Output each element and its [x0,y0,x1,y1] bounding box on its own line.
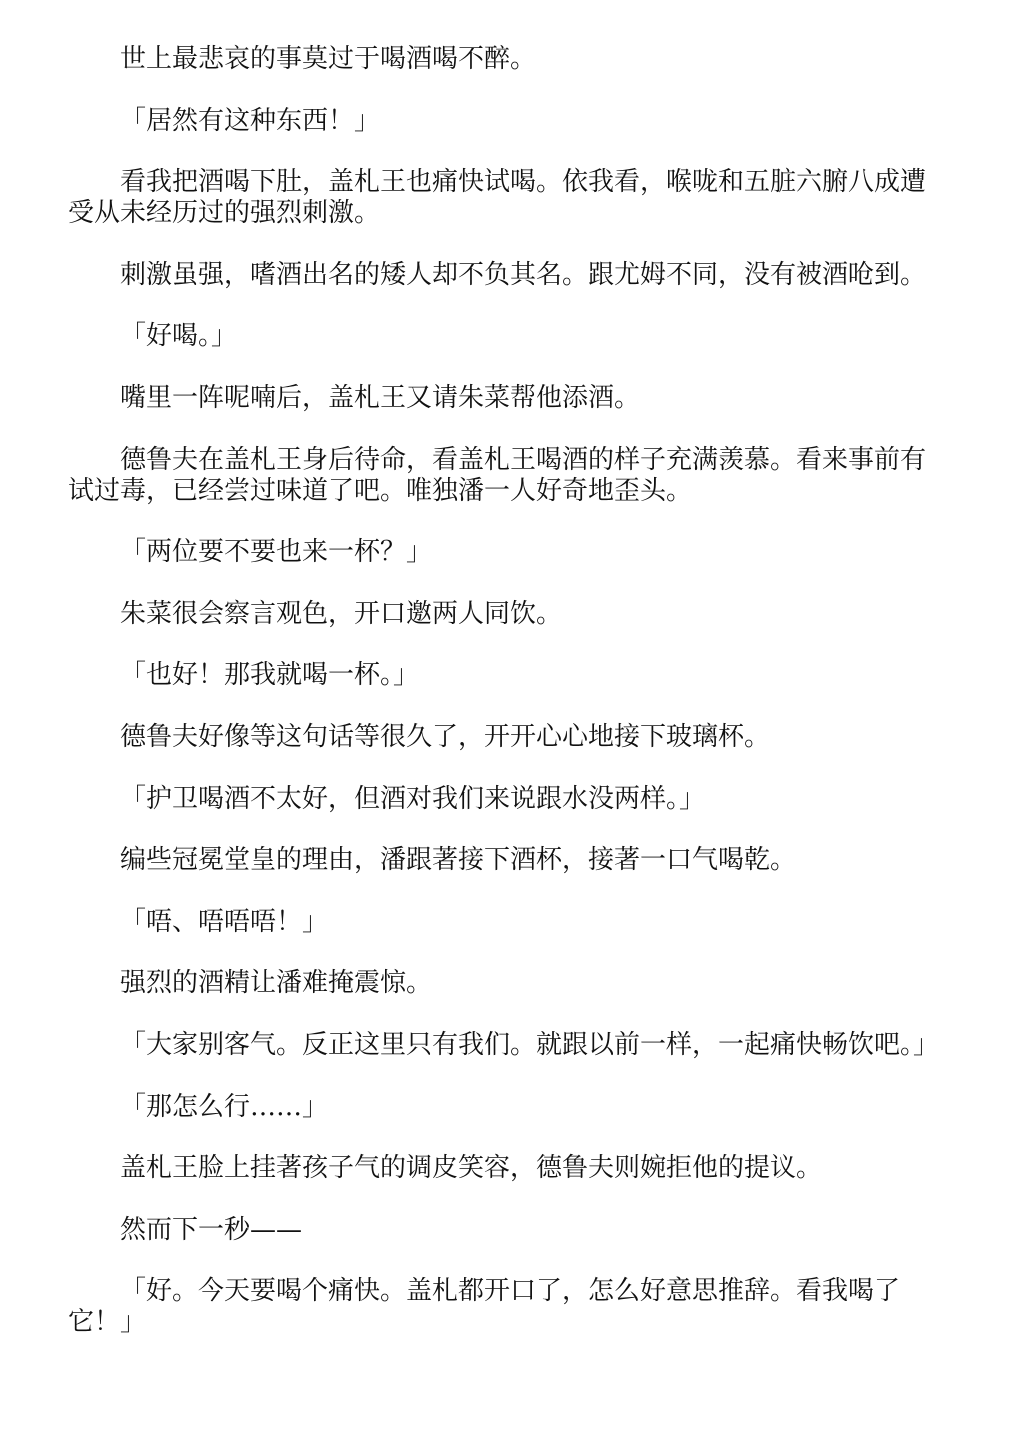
paragraph: 「也好！那我就喝一杯。」 [120,660,420,691]
paragraph: 「那怎么行……」 [120,1091,329,1122]
paragraph: 「好。今天要喝个痛快。盖札都开口了，怎么好意思推辞。看我喝了它！」 [68,1276,901,1338]
paragraph: 「好喝。」 [120,321,238,352]
paragraph: 德鲁夫好像等这句话等很久了，开开心心地接下玻璃杯。 [120,721,771,752]
paragraph: 编些冠冕堂皇的理由，潘跟著接下酒杯，接著一口气喝乾。 [120,845,797,876]
paragraph: 盖札王脸上挂著孩子气的调皮笑容，德鲁夫则婉拒他的提议。 [120,1153,823,1184]
paragraph: 然而下一秒—— [120,1214,303,1245]
paragraph: 「唔、唔唔唔！」 [120,906,329,937]
body-text [68,44,948,1369]
paragraph: 「居然有这种东西！」 [120,105,381,136]
paragraph: 刺激虽强，嗜酒出名的矮人却不负其名。跟尤姆不同，没有被酒呛到。 [120,259,927,290]
paragraph: 德鲁夫在盖札王身后待命，看盖札王喝酒的样子充满羡慕。看来事前有试过毒，已经尝过味道了吧。唯独潘一人好奇地歪头。 [68,444,927,506]
paragraph: 「两位要不要也来一杯？」 [120,537,433,568]
paragraph: 强烈的酒精让潘难掩震惊。 [120,968,433,999]
paragraph: 朱菜很会察言观色，开口邀两人同饮。 [120,598,563,629]
paragraph: 世上最悲哀的事莫过于喝酒喝不醉。 [120,44,537,74]
paragraph: 「大家别客气。反正这里只有我们。就跟以前一样，一起痛快畅饮吧。」 [120,1029,940,1060]
paragraph: 看我把酒喝下肚，盖札王也痛快试喝。依我看，喉咙和五脏六腑八成遭受从未经历过的强烈刺激。 [68,167,927,229]
paragraph: 嘴里一阵呢喃后，盖札王又请朱菜帮他添酒。 [120,382,641,413]
paragraph: 「护卫喝酒不太好，但酒对我们来说跟水没两样。」 [120,783,706,814]
